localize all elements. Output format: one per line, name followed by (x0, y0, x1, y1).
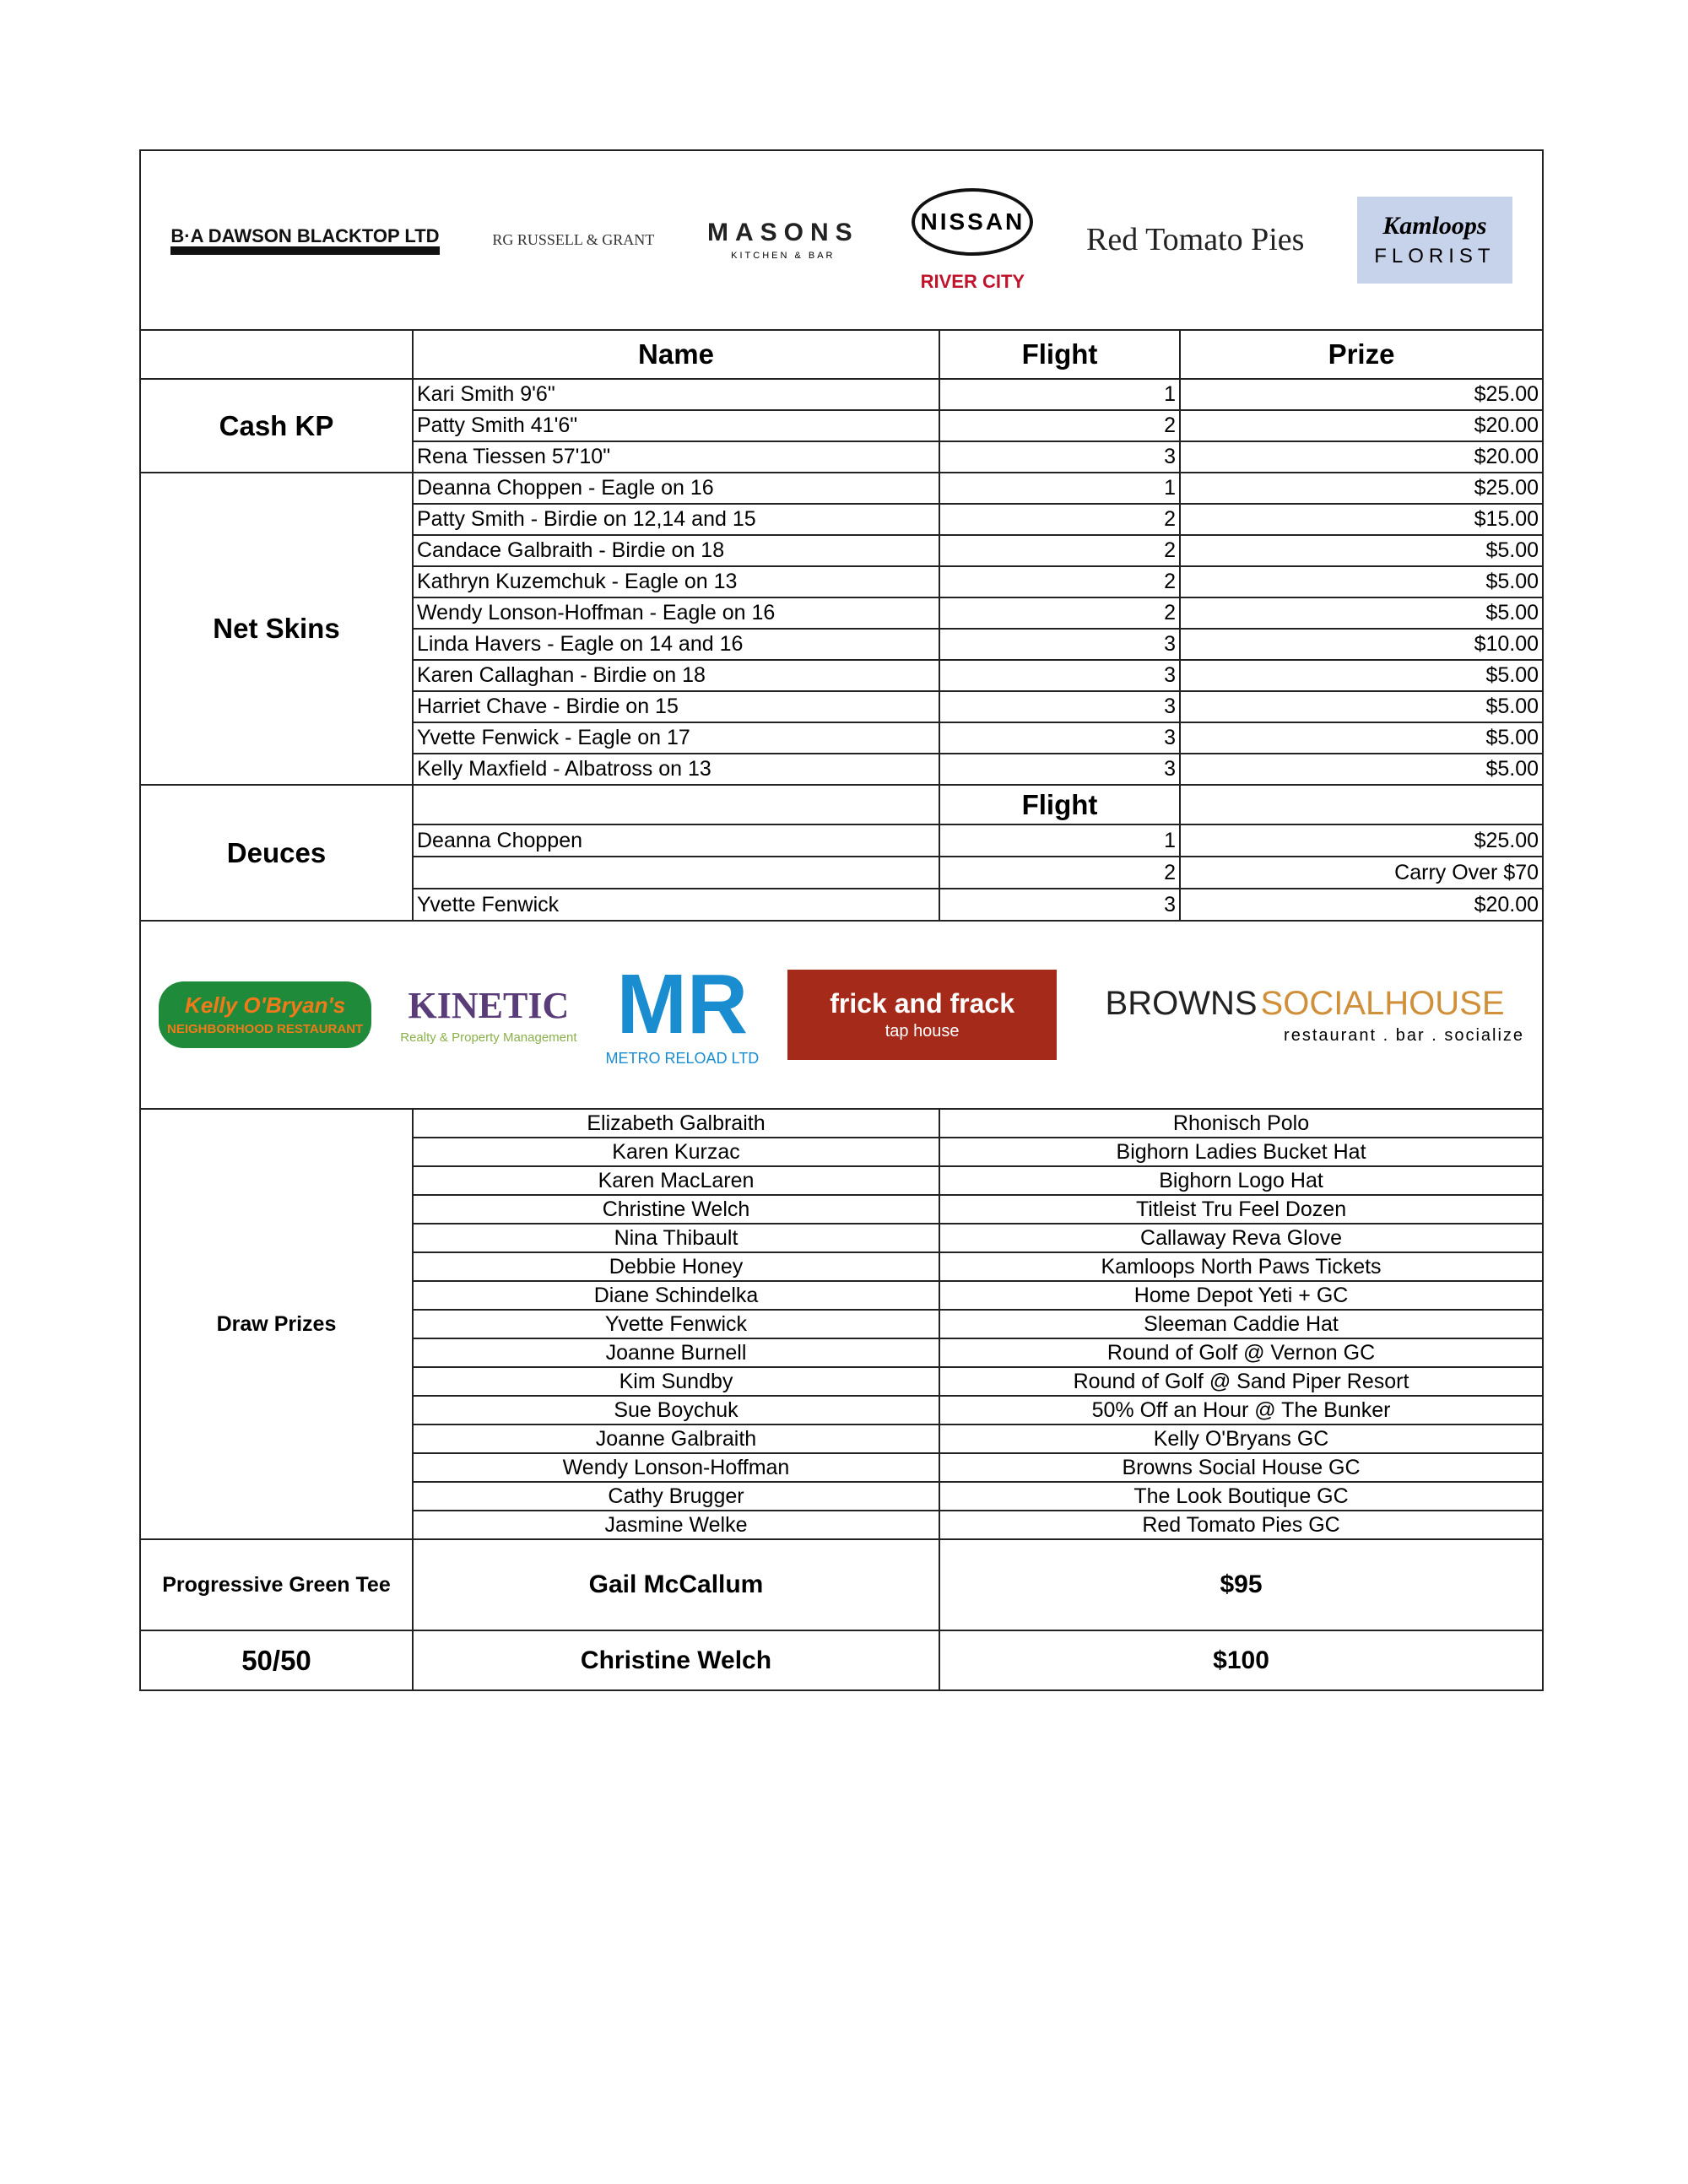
name-cell: Linda Havers - Eagle on 14 and 16 (413, 629, 939, 660)
nissan-river-city-logo (912, 188, 1033, 292)
name-cell: Kelly Maxfield - Albatross on 13 (413, 754, 939, 785)
flight-cell: 2 (939, 597, 1180, 629)
winner-cell: Karen MacLaren (413, 1166, 939, 1195)
kamloops-florist-logo (1357, 197, 1512, 283)
header-prize: Prize (1180, 330, 1543, 379)
winner-cell: Christine Welch (413, 1195, 939, 1224)
prize-cell: Round of Golf @ Sand Piper Resort (939, 1367, 1543, 1396)
logo-text: BROWNS (1105, 985, 1258, 1022)
table-row (140, 473, 1543, 504)
flight-cell: 3 (939, 691, 1180, 722)
deuces-label: Deuces (140, 785, 413, 921)
winner-cell: Nina Thibault (413, 1224, 939, 1252)
logo-subtext: NEIGHBORHOOD RESTAURANT (167, 1021, 364, 1036)
logo-text: frick and frack (830, 987, 1015, 1019)
name-cell: Yvette Fenwick - Eagle on 17 (413, 722, 939, 754)
winner-cell: Karen Kurzac (413, 1138, 939, 1166)
prize-cell: Kamloops North Paws Tickets (939, 1252, 1543, 1281)
russell-grant-logo (492, 231, 654, 249)
prize-cell: The Look Boutique GC (939, 1482, 1543, 1511)
flight-cell: 2 (939, 535, 1180, 566)
progressive-winner: Gail McCallum (413, 1539, 939, 1630)
prize-cell: $25.00 (1180, 824, 1543, 857)
table-row (140, 785, 1543, 824)
deuces-flight-header: Flight (939, 785, 1180, 824)
results-table (139, 149, 1544, 1691)
logo-text: Kelly O'Bryan's (185, 992, 346, 1018)
prize-cell: $20.00 (1180, 441, 1543, 473)
prize-cell: Home Depot Yeti + GC (939, 1281, 1543, 1310)
winner-cell: Wendy Lonson-Hoffman (413, 1453, 939, 1482)
flight-cell: 3 (939, 754, 1180, 785)
logo-text: MR (616, 957, 749, 1052)
winner-cell: Sue Boychuk (413, 1396, 939, 1424)
logo-text: NISSAN (912, 188, 1033, 256)
cash-kp-label: Cash KP (140, 379, 413, 473)
prize-cell: Titleist Tru Feel Dozen (939, 1195, 1543, 1224)
prize-cell: Bighorn Logo Hat (939, 1166, 1543, 1195)
table-row (140, 150, 1543, 330)
logo-subtext: FLORIST (1374, 244, 1496, 268)
name-cell: Candace Galbraith - Birdie on 18 (413, 535, 939, 566)
logo-subtext: METRO RELOAD LTD (605, 1050, 760, 1068)
flight-cell: 3 (939, 722, 1180, 754)
sponsors-top-logo-row (140, 150, 1543, 330)
name-cell: Deanna Choppen (413, 824, 939, 857)
prize-cell: $5.00 (1180, 691, 1543, 722)
winner-cell: Diane Schindelka (413, 1281, 939, 1310)
blank-cell (1180, 785, 1543, 824)
logo-subtext: KITCHEN & BAR (731, 251, 836, 262)
prize-cell: Kelly O'Bryans GC (939, 1424, 1543, 1453)
prize-cell: Browns Social House GC (939, 1453, 1543, 1482)
red-tomato-pies-logo (1086, 222, 1304, 259)
winner-cell: Jasmine Welke (413, 1511, 939, 1539)
name-cell: Karen Callaghan - Birdie on 18 (413, 660, 939, 691)
winner-cell: Yvette Fenwick (413, 1310, 939, 1338)
prize-cell: Round of Golf @ Vernon GC (939, 1338, 1543, 1367)
logo-text: MASONS (707, 218, 859, 246)
flight-cell: 3 (939, 889, 1180, 921)
name-cell: Kathryn Kuzemchuk - Eagle on 13 (413, 566, 939, 597)
prize-cell: Carry Over $70 (1180, 857, 1543, 889)
winner-cell: Debbie Honey (413, 1252, 939, 1281)
prize-cell: Sleeman Caddie Hat (939, 1310, 1543, 1338)
prize-cell: $25.00 (1180, 379, 1543, 410)
flight-cell: 2 (939, 566, 1180, 597)
name-cell: Deanna Choppen - Eagle on 16 (413, 473, 939, 504)
prize-cell: Bighorn Ladies Bucket Hat (939, 1138, 1543, 1166)
progressive-green-tee-label: Progressive Green Tee (140, 1539, 413, 1630)
metro-reload-logo (605, 957, 760, 1068)
fifty-fifty-prize: $100 (939, 1630, 1543, 1690)
table-row (140, 1109, 1543, 1138)
prize-cell: $5.00 (1180, 754, 1543, 785)
logo-subtext: RIVER CITY (920, 270, 1025, 292)
table-row (140, 1539, 1543, 1630)
name-cell: Yvette Fenwick (413, 889, 939, 921)
masons-logo (707, 219, 859, 262)
logo-text: KINETIC (408, 984, 570, 1026)
table-row (140, 330, 1543, 379)
flight-cell: 2 (939, 410, 1180, 441)
sponsors-mid-logo-row (140, 921, 1543, 1109)
prize-cell: $5.00 (1180, 722, 1543, 754)
fifty-fifty-label: 50/50 (140, 1630, 413, 1690)
prize-cell: $5.00 (1180, 597, 1543, 629)
kinetic-logo (400, 985, 576, 1046)
frick-and-frack-logo (787, 970, 1057, 1061)
flight-cell: 3 (939, 660, 1180, 691)
winner-cell: Joanne Galbraith (413, 1424, 939, 1453)
prize-cell: $5.00 (1180, 566, 1543, 597)
prize-cell: Red Tomato Pies GC (939, 1511, 1543, 1539)
table-row (140, 379, 1543, 410)
progressive-prize: $95 (939, 1539, 1543, 1630)
browns-socialhouse-logo (1085, 984, 1524, 1046)
name-cell: Wendy Lonson-Hoffman - Eagle on 16 (413, 597, 939, 629)
logo-text: RG RUSSELL & GRANT (492, 231, 655, 249)
blank-cell (140, 330, 413, 379)
table-row (140, 1630, 1543, 1690)
prize-cell: $15.00 (1180, 504, 1543, 535)
prize-cell: $25.00 (1180, 473, 1543, 504)
winner-cell: Kim Sundby (413, 1367, 939, 1396)
flight-cell: 1 (939, 379, 1180, 410)
logo-text: Red Tomato Pies (1086, 221, 1305, 257)
prize-cell: $5.00 (1180, 660, 1543, 691)
table-row (140, 921, 1543, 1109)
kelly-o-bryan-s-logo (159, 981, 371, 1048)
header-flight: Flight (939, 330, 1180, 379)
fifty-fifty-winner: Christine Welch (413, 1630, 939, 1690)
logo-text: SOCIALHOUSE (1260, 985, 1505, 1022)
logo-subtext: restaurant . bar . socialize (1284, 1026, 1525, 1045)
flight-cell: 1 (939, 473, 1180, 504)
flight-cell: 1 (939, 824, 1180, 857)
logo-text: Kamloops (1382, 212, 1487, 241)
header-name: Name (413, 330, 939, 379)
dawson-blacktop-ltd-logo (170, 225, 439, 255)
flight-cell: 3 (939, 629, 1180, 660)
name-cell: Rena Tiessen 57'10" (413, 441, 939, 473)
flight-cell: 2 (939, 504, 1180, 535)
net-skins-label: Net Skins (140, 473, 413, 785)
prize-cell: $20.00 (1180, 410, 1543, 441)
prize-cell: $5.00 (1180, 535, 1543, 566)
logo-text: B·A DAWSON BLACKTOP LTD (170, 225, 439, 255)
winner-cell: Joanne Burnell (413, 1338, 939, 1367)
logo-subtext: tap house (885, 1022, 960, 1041)
logo-subtext: Realty & Property Management (400, 1030, 577, 1046)
winner-cell: Cathy Brugger (413, 1482, 939, 1511)
blank-cell (413, 785, 939, 824)
flight-cell: 3 (939, 441, 1180, 473)
prize-cell: 50% Off an Hour @ The Bunker (939, 1396, 1543, 1424)
flight-cell: 2 (939, 857, 1180, 889)
draw-prizes-label: Draw Prizes (140, 1109, 413, 1539)
name-cell (413, 857, 939, 889)
prize-cell: $20.00 (1180, 889, 1543, 921)
prize-cell: Rhonisch Polo (939, 1109, 1543, 1138)
winner-cell: Elizabeth Galbraith (413, 1109, 939, 1138)
name-cell: Patty Smith 41'6" (413, 410, 939, 441)
prize-cell: Callaway Reva Glove (939, 1224, 1543, 1252)
prize-cell: $10.00 (1180, 629, 1543, 660)
name-cell: Patty Smith - Birdie on 12,14 and 15 (413, 504, 939, 535)
name-cell: Kari Smith 9'6" (413, 379, 939, 410)
name-cell: Harriet Chave - Birdie on 15 (413, 691, 939, 722)
